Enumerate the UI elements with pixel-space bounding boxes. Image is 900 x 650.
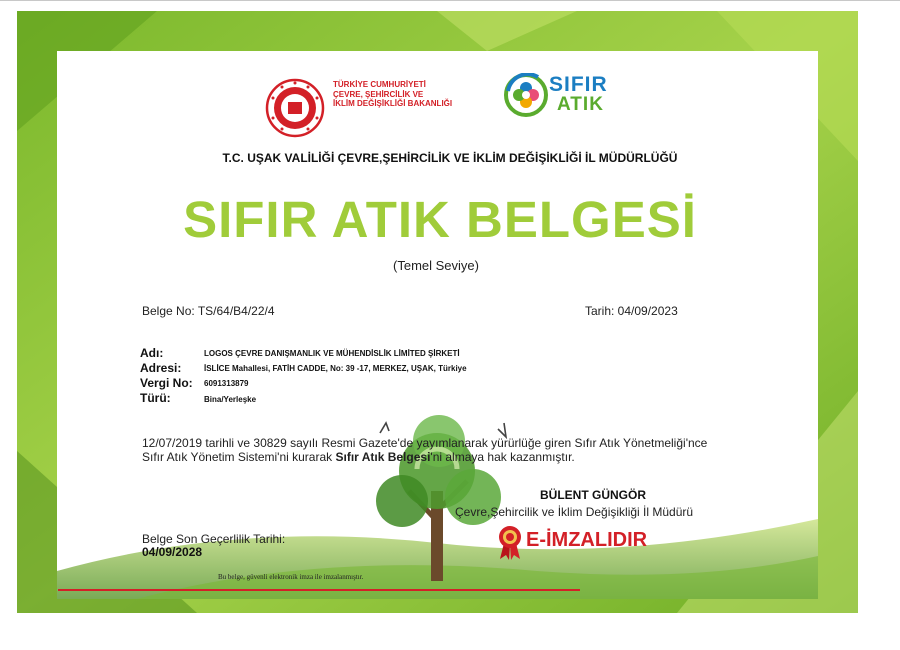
statement-text: 12/07/2019 tarihli ve 30829 sayılı Resmi Gazete'de yayımlanarak yürürlüğe giren Sıfır Atık Yönetmeliği'nce Sıfır Atık Yönetim Sistemi'ni kurarak	[142, 436, 708, 464]
name-value: LOGOS ÇEVRE DANIŞMANLIK VE MÜHENDİSLİK LİMİTED ŞİRKETİ	[204, 349, 460, 358]
name-label: Adı:	[140, 346, 164, 360]
ministry-logo-text: TÜRKİYE CUMHURİYETİ ÇEVRE, ŞEHİRCİLİK VE İKLİM DEĞİŞİKLİĞİ BAKANLIĞI	[333, 80, 453, 108]
validity-label: Belge Son Geçerlilik Tarihi:	[142, 532, 286, 546]
award-statement	[142, 436, 732, 464]
certificate-title: SIFIR ATIK BELGESİ	[183, 191, 697, 248]
e-signed-stamp: E-İMZALIDIR	[526, 529, 648, 551]
tax-number-value: 6091313879	[204, 379, 249, 388]
type-value: Bina/Yerleşke	[204, 395, 257, 404]
zero-waste-logo-subtext: ATIK	[557, 94, 604, 115]
signer-name: BÜLENT GÜNGÖR	[540, 488, 646, 502]
ministry-emblem-icon	[265, 78, 325, 138]
document-number: Belge No: TS/64/B4/22/4	[142, 304, 275, 318]
panel-decoration	[57, 51, 818, 599]
signer-title: Çevre,Şehircilik ve İklim Değişikliği İl Müdürü	[455, 505, 694, 519]
statement-emphasis: Sıfır Atık Belgesi	[335, 450, 431, 464]
seal-ribbon-icon	[497, 525, 523, 561]
address-value: İSLİCE Mahallesi, FATİH CADDE, No: 39 -17, MERKEZ, UŞAK, Türkiye	[204, 364, 467, 373]
issue-date: Tarih: 04/09/2023	[585, 304, 678, 318]
statement-text-end: 'ni almaya hak kazanmıştır.	[430, 450, 575, 464]
validity-date: 04/09/2028	[142, 545, 203, 559]
type-label: Türü:	[140, 391, 171, 405]
viewer-top-border	[0, 0, 900, 1]
zero-waste-logo-text: SIFIR	[549, 73, 608, 96]
e-signature-note: Bu belge, güvenli elektronik imza ile imzalanmıştır.	[218, 573, 364, 581]
footer-divider	[58, 589, 580, 591]
zero-waste-flower-icon	[504, 73, 548, 117]
issuing-authority: T.C. UŞAK VALİLİĞİ ÇEVRE,ŞEHİRCİLİK VE İKLİM DEĞİŞİKLİĞİ İL MÜDÜRLÜĞÜ	[222, 151, 678, 165]
certificate-level: (Temel Seviye)	[393, 258, 479, 273]
certificate-panel	[57, 51, 818, 599]
address-label: Adresi:	[140, 361, 182, 375]
tax-number-label: Vergi No:	[140, 376, 193, 390]
